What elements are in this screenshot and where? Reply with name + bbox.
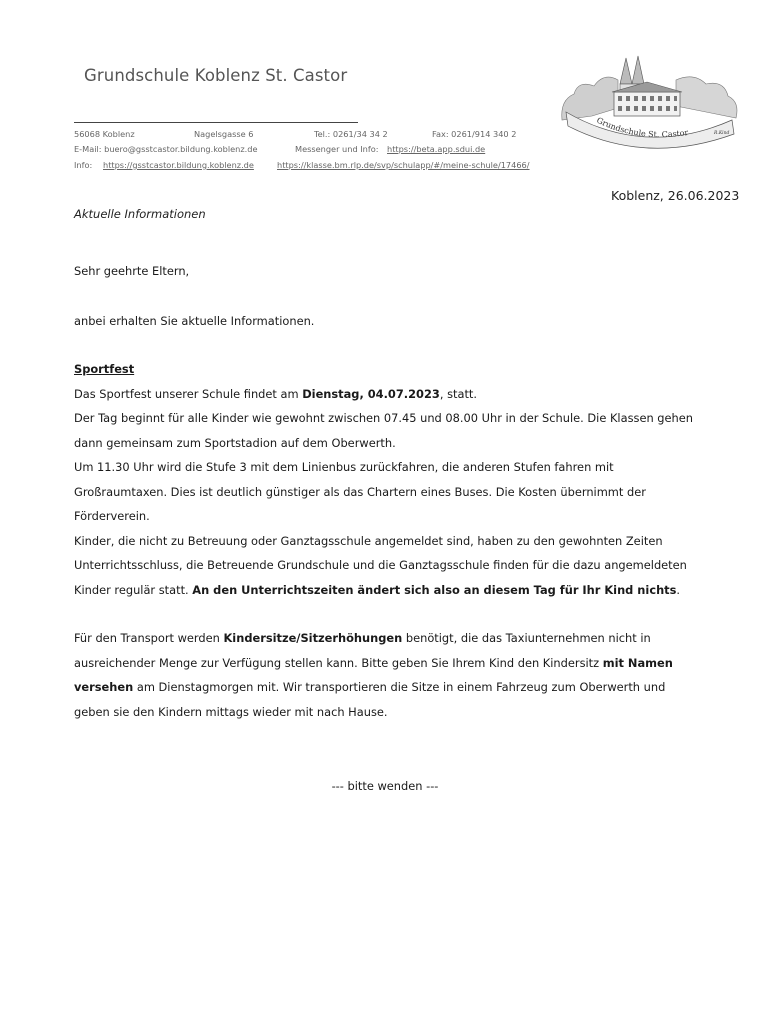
paragraph-line: Kinder regulär statt. An den Unterrichtszeiten ändert sich also an diesem Tag für Ihr Kind nichts. [74,583,681,597]
paragraph-line: Der Tag beginnt für alle Kinder wie gewohnt zwischen 07.45 und 08.00 Uhr in der Schule. Die Klassen gehen [74,411,693,425]
salutation: Sehr geehrte Eltern, [74,264,190,278]
phone-number: Tel.: 0261/34 34 2 [314,129,388,139]
paragraph-line: dann gemeinsam zum Sportstadion auf dem Oberwerth. [74,436,396,450]
paragraph-line: Förderverein. [74,509,150,523]
paragraph-line: geben sie den Kindern mittags wieder mit nach Hause. [74,705,388,719]
logo-arc-text: Grundschule St. Castor [595,115,689,140]
intro-text: anbei erhalten Sie aktuelle Informationen. [74,314,315,328]
paragraph-line: Für den Transport werden Kindersitze/Sitzerhöhungen benötigt, die das Taxiunternehmen nicht in [74,631,651,645]
section-heading: Sportfest [74,362,135,376]
school-name: Grundschule Koblenz St. Castor [84,66,348,85]
messenger-link[interactable]: https://beta.app.sdui.de [387,144,486,154]
letterhead-divider [74,122,358,123]
paragraph-line: Unterrichtsschluss, die Betreuende Grundschule und die Ganztagsschule finden für die dazu angemeldeten [74,558,687,572]
postal-address: 56068 Koblenz [74,129,135,139]
paragraph-line: Das Sportfest unserer Schule findet am Dienstag, 04.07.2023, statt. [74,387,478,401]
paragraph-line: ausreichender Menge zur Verfügung stellen kann. Bitte geben Sie Ihrem Kind den Kindersitz mit Namen [74,656,673,670]
info-link[interactable]: https://gsstcastor.bildung.koblenz.de [103,160,254,170]
please-turn-over-note: --- bitte wenden --- [331,779,439,793]
street-address: Nagelsgasse 6 [194,129,254,139]
fax-number: Fax: 0261/914 340 2 [432,129,517,139]
school-logo-drawing [556,50,742,158]
info-label: Info: [74,160,93,170]
messenger-label: Messenger und Info: [295,144,379,154]
paragraph-line: Großraumtaxen. Dies ist deutlich günstiger als das Chartern eines Buses. Die Kosten übernimmt der [74,485,646,499]
logo-signature: R.Kind [714,131,730,136]
letter-subject: Aktuelle Informationen [74,207,206,221]
schulapp-link[interactable]: https://klasse.bm.rlp.de/svp/schulapp/#/meine-schule/17466/ [277,160,530,170]
email-address: E-Mail: buero@gsstcastor.bildung.koblenz.de [74,144,258,154]
paragraph-line: versehen am Dienstagmorgen mit. Wir transportieren die Sitze in einem Fahrzeug zum Oberwerth und [74,680,666,694]
paragraph-line: Um 11.30 Uhr wird die Stufe 3 mit dem Linienbus zurückfahren, die anderen Stufen fahren mit [74,460,614,474]
paragraph-line: Kinder, die nicht zu Betreuung oder Ganztagsschule angemeldet sind, haben zu den gewohnten Zeiten [74,534,663,548]
letter-date: Koblenz, 26.06.2023 [611,188,740,203]
